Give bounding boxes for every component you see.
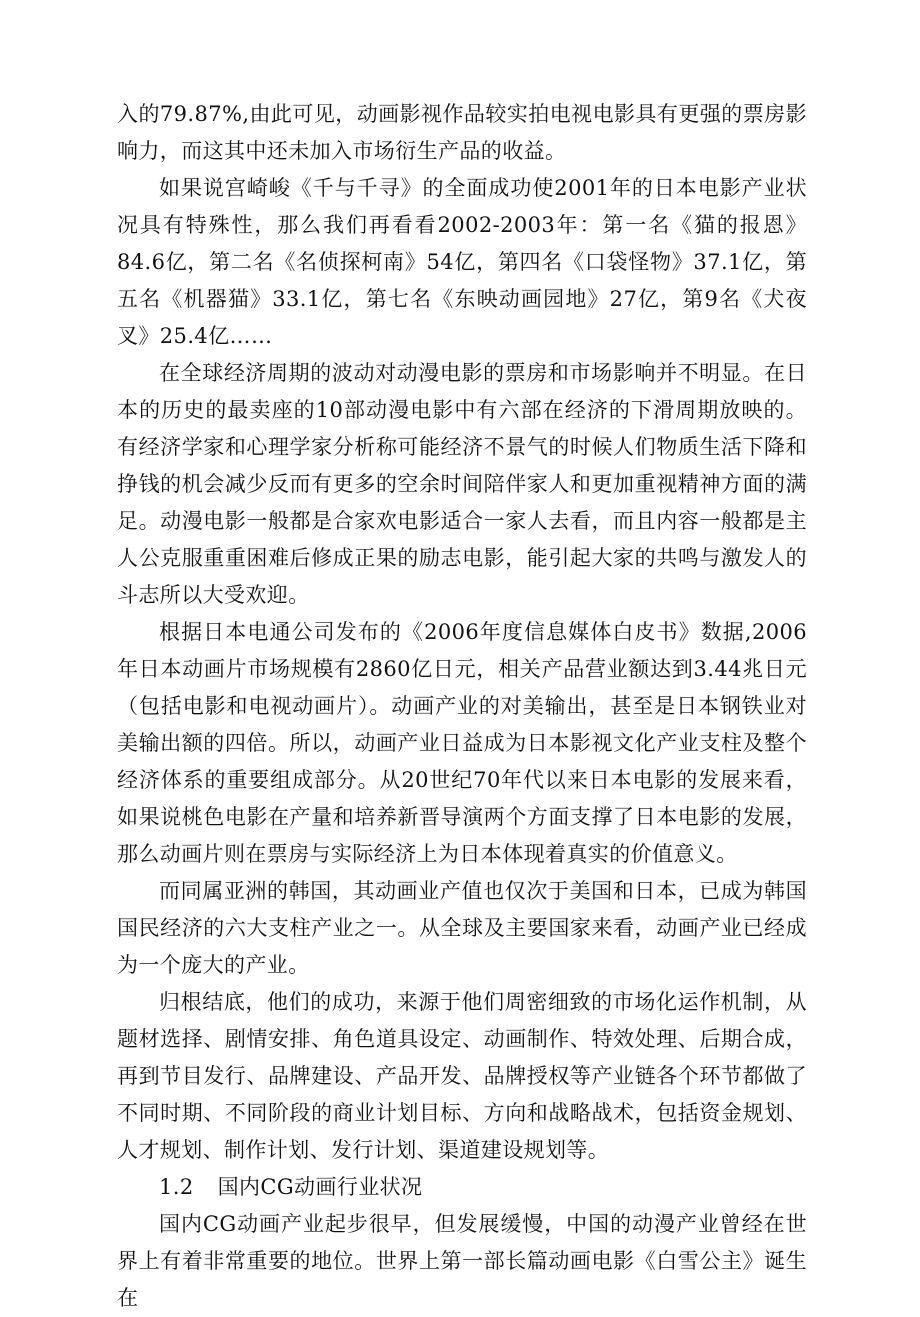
document-body	[117, 96, 807, 1317]
paragraph-economic-cycle: 在全球经济周期的波动对动漫电影的票房和市场影响并不明显。在日本的历史的最卖座的10部动漫电影中有六部在经济的下滑周期放映的。有经济学家和心理学家分析称可能经济不景气的时候人们物质生活下降和挣钱的机会减少反而有更多的空余时间陪伴家人和更加重视精神方面的满足。动漫电影一般都是合家欢电影适合一家人去看，而且内容一般都是主人公克服重重困难后修成正果的励志电影，能引起大家的共鸣与激发人的斗志所以大受欢迎。	[117, 361, 807, 607]
paragraph-dentsu-whitepaper: 根据日本电通公司发布的《2006年度信息媒体白皮书》数据,2006年日本动画片市场规模有2860亿日元，相关产品营业额达到3.44兆日元（包括电影和电视动画片）。动画产业的对美输出，甚至是日本钢铁业对美输出额的四倍。所以，动画产业日益成为日本影视文化产业支柱及整个经济体系的重要组成部分。从20世纪70年代以来日本电影的发展来看，如果说桃色电影在产量和培养新晋导演两个方面支撑了日本电影的发展，那么动画片则在票房与实际经济上为日本体现着真实的价值意义。	[117, 620, 807, 866]
section-heading	[117, 1169, 807, 1206]
paragraph-box-office-share: 入的79.87%,由此可见，动画影视作品较实拍电视电影具有更强的票房影响力，而这其中还未加入市场衍生产品的收益。	[117, 102, 807, 163]
paragraph-japan-2002-2003-ranking: 如果说宫崎峻《千与千寻》的全面成功使2001年的日本电影产业状况具有特殊性，那么我们再看看2002-2003年：第一名《猫的报恩》84.6亿，第二名《名侦探柯南》54亿，第四名《口袋怪物》37.1亿，第五名《机器猫》33.1亿，第七名《东映动画园地》27亿，第9名《犬夜叉》25.4亿……	[117, 176, 807, 348]
paragraph-domestic-cg: 国内CG动画产业起步很早，但发展缓慢，中国的动漫产业曾经在世界上有着非常重要的地位。世界上第一部长篇动画电影《白雪公主》诞生在	[117, 1212, 807, 1310]
paragraph-korea-animation: 而同属亚洲的韩国，其动画业产值也仅次于美国和日本，已成为韩国国民经济的六大支柱产业之一。从全球及主要国家来看，动画产业已经成为一个庞大的产业。	[117, 879, 807, 977]
section-title: 国内CG动画行业状况	[217, 1175, 423, 1199]
section-number: 1.2	[159, 1175, 194, 1199]
paragraph-success-factors: 归根结底，他们的成功，来源于他们周密细致的市场化运作机制，从题材选择、剧情安排、角色道具设定、动画制作、特效处理、后期合成，再到节目发行、品牌建设、产品开发、品牌授权等产业链各个环节都做了不同时期、不同阶段的商业计划目标、方向和战略战术，包括资金规划、人才规划、制作计划、发行计划、渠道建设规划等。	[117, 990, 807, 1162]
